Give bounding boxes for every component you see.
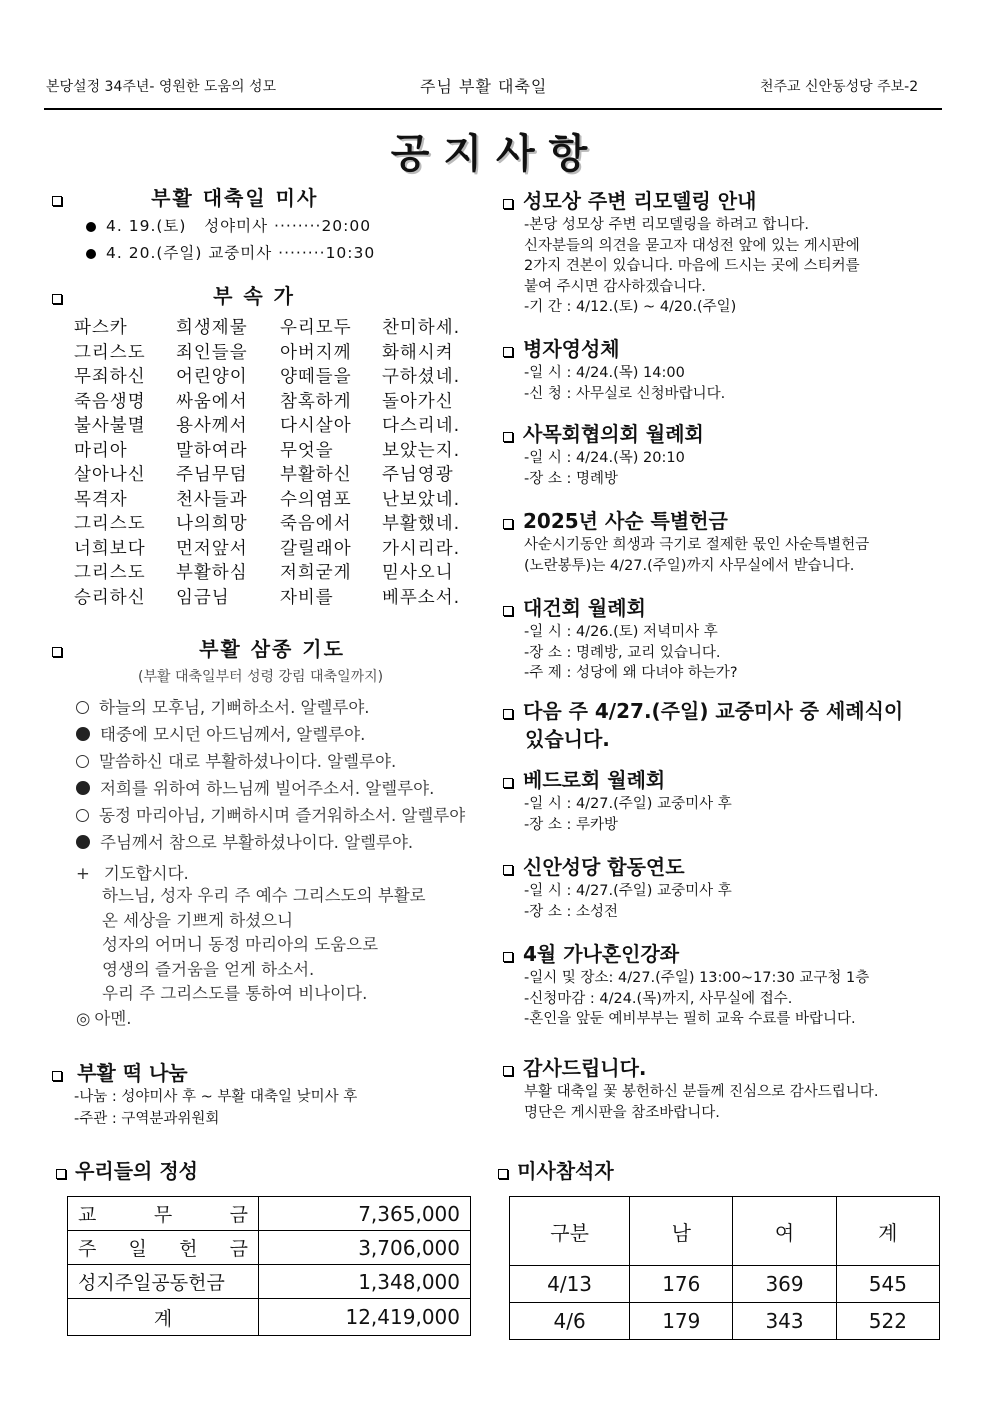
offering-label: 성지주일공동헌금 [68,1265,259,1299]
notice-line: -장 소 : 명례방 [524,470,618,487]
offering-row [68,1197,471,1231]
notice-line: -신 청 : 사무실로 신청바랍니다. [524,385,726,402]
sequence-word: 우리모두 [280,318,352,338]
notice-line: 사순시기동안 희생과 극기로 절제한 몫인 사순특별헌금 [524,537,870,553]
sequence-word: 믿사오니 [382,563,454,583]
notice-heading: 감사드립니다. [503,1052,647,1081]
sequence-word: 양떼들을 [280,367,352,387]
sequence-row [74,559,492,584]
sequence-word: 수의염포 [280,489,352,510]
prayer-body [102,884,426,1007]
offering-table [67,1196,471,1336]
sequence-word: 희생제물 [176,318,248,338]
offering-label: 교 무 금 [68,1197,259,1231]
sequence-word: 무죄하신 [74,367,146,387]
prayer-section [52,633,345,662]
notice-line: -장 소 : 명례방, 교리 있습니다. [524,644,721,661]
checkbox-icon [503,432,513,442]
offering-row [68,1265,471,1299]
notice-line: -일 시 : 4/27.(주일) 교중미사 후 [524,796,732,812]
prayer-line: 영생의 즐거움을 얻게 하소서. [102,959,315,979]
notice-line: -일시 및 장소: 4/27.(주일) 13:00~17:30 교구청 1층 [524,970,870,986]
offering-row [68,1231,471,1265]
sequence-word: 찬미하세. [382,318,461,338]
prayer-verse: 저희를 위하여 하느님께 빌어주소서. 알렐루야. [76,775,486,802]
sequence-word: 돌아가신 [382,391,454,412]
attendance-heading: 미사참석자 [517,1159,614,1183]
sequence-row [74,314,492,339]
checkbox-icon [498,1169,508,1179]
checkbox-icon [503,709,513,719]
attendance-cell: 179 [630,1303,733,1340]
sequence-word: 무엇을 [280,440,334,461]
notice-line: -일 시 : 4/24.(목) 20:10 [524,450,685,466]
mass-item: 4. 19.(토) 성야미사 ········20:00 [86,214,371,236]
notice-heading-cont: 있습니다. [525,727,610,751]
sequence-word: 죽음에서 [280,514,352,534]
mass-heading: 부활 대축일 미사 [151,186,319,210]
sequence-row [74,412,492,437]
notice-line: 붙여 주시면 감사하겠습니다. [524,278,706,295]
offering-amount: 7,365,000 [259,1197,471,1231]
checkbox-icon [503,199,513,209]
attendance-table [509,1196,940,1340]
sequence-word: 나의희망 [176,514,248,534]
notice-heading: 4월 가나혼인강좌 [503,938,679,967]
checkbox-icon [503,606,513,616]
sequence-word: 그리스도 [74,514,146,534]
attendance-row [510,1303,940,1340]
sequence-row [74,437,492,462]
sequence-poem [74,314,492,608]
sequence-row [74,584,492,609]
sequence-heading: 부 속 가 [213,284,295,308]
notice-line: -일 시 : 4/26.(토) 저녁미사 후 [524,624,718,640]
sequence-word: 임금님 [176,587,230,608]
prayer-verse: 말씀하신 대로 부활하셨나이다. 알렐루야. [76,748,486,775]
checkbox-icon [52,647,62,657]
sequence-row [74,461,492,486]
notice-heading: 성모상 주변 리모델링 안내 [503,185,756,214]
sequence-word: 베푸소서. [382,587,461,608]
prayer-verse: 태중에 모시던 아드님께서, 알렐루야. [76,721,486,748]
offering-heading: 우리들의 정성 [75,1159,198,1183]
filled-circle-icon [76,727,90,741]
notice-line: -장 소 : 소성전 [524,903,618,920]
attendance-cell: 522 [836,1303,939,1340]
notice-line: -신청마감 : 4/24.(목)까지, 사무실에 접수. [524,990,793,1007]
sequence-word: 그리스도 [74,342,146,363]
sequence-word: 먼저앞서 [176,538,248,559]
checkbox-icon [52,294,62,304]
checkbox-icon [503,519,513,529]
prayer-verse: 하늘의 모후님, 기뻐하소서. 알렐루야. [76,694,486,721]
rice-cake-heading: 부활 떡 나눔 [77,1061,188,1085]
attendance-header: 여 [733,1197,836,1266]
sequence-word: 말하여라 [176,440,248,461]
sequence-word: 싸움에서 [176,391,248,412]
sequence-row [74,535,492,560]
prayer-verse: 주님께서 참으로 부활하셨나이다. 알렐루야. [76,829,486,856]
mass-section [52,182,318,211]
offering-amount: 12,419,000 [259,1299,471,1336]
notice-heading: 대건회 월례회 [503,592,646,621]
open-circle-icon [76,701,89,714]
attendance-cell: 369 [733,1266,836,1303]
sequence-word: 자비를 [280,587,334,608]
header-right: 천주교 신안동성당 주보-2 [760,79,919,95]
page-title: 공지사항 [390,131,602,177]
sequence-word: 용사께서 [176,416,248,436]
sequence-word: 난보았네. [382,489,461,510]
prayer-line: 하느님, 성자 우리 주 예수 그리스도의 부활로 [102,886,426,905]
sequence-word: 구하셨네. [382,367,461,387]
sequence-word: 다시살아 [280,416,352,436]
checkbox-icon [503,952,513,962]
prayer-subtitle: (부활 대축일부터 성령 강림 대축일까지) [138,669,384,685]
notice-line: -일 시 : 4/27.(주일) 교중미사 후 [524,883,732,899]
attendance-cell: 4/13 [510,1266,630,1303]
rice-cake-section [52,1057,188,1086]
checkbox-icon [52,196,62,206]
notice-heading: 병자영성체 [503,333,620,362]
notice-heading: 사목회협의회 월례회 [503,418,704,447]
attendance-cell: 343 [733,1303,836,1340]
sequence-word: 주님영광 [382,465,454,485]
sequence-word: 참혹하게 [280,391,352,412]
bullet-icon [86,222,96,232]
attendance-row [510,1266,940,1303]
prayer-verse: 동정 마리아님, 기뻐하시며 즐거워하소서. 알렐루야 [76,802,486,829]
attendance-header: 계 [836,1197,939,1266]
prayer-line: 온 세상을 기쁘게 하셨으니 [102,910,294,930]
offering-amount: 1,348,000 [259,1265,471,1299]
sequence-word: 아버지께 [280,342,352,363]
sequence-word: 파스카 [74,318,128,338]
rice-cake-lines: -나눔 : 성야미사 후 ~ 부활 대축일 낮미사 후 -주관 : 구역분과위원회 [74,1089,358,1127]
prayer-line: 성자의 어머니 동정 마리아의 도움으로 [102,935,379,954]
sequence-row [74,486,492,511]
checkbox-icon [503,347,513,357]
prayer-line: 우리 주 그리스도를 통하여 비나이다. [102,984,368,1003]
sequence-word: 주님무덤 [176,465,248,485]
sequence-word: 천사들과 [176,489,248,510]
notice-line: 부활 대축일 꽃 봉헌하신 분들께 진심으로 감사드립니다. [524,1084,879,1100]
notice-line: -혼인을 앞둔 예비부부는 필히 교육 수료를 바랍니다. [524,1011,856,1027]
sequence-word: 화해시켜 [382,342,454,363]
sequence-section [52,280,295,309]
sequence-row [74,363,492,388]
checkbox-icon [503,865,513,875]
attendance-header-row [510,1197,940,1266]
notice-heading: 다음 주 4/27.(주일) 교중미사 중 세례식이 [503,695,903,724]
offering-amount: 3,706,000 [259,1231,471,1265]
sequence-word: 부활하심 [176,563,248,583]
header-left: 본당설정 34주년- 영원한 도움의 성모 [46,79,277,95]
bullet-icon [86,249,96,259]
attendance-section [498,1155,614,1184]
notice-line: -기 간 : 4/12.(토) ~ 4/20.(주일) [524,299,737,315]
attendance-header: 구분 [510,1197,630,1266]
checkbox-icon [503,778,513,788]
sequence-word: 가시리라. [382,538,461,559]
notice-line: -주 제 : 성당에 왜 다녀야 하는가? [524,665,738,681]
sequence-word: 목격자 [74,489,128,510]
sequence-row [74,510,492,535]
offering-label: 계 [68,1299,259,1336]
sequence-word: 저희굳게 [280,563,352,583]
notice-heading: 2025년 사순 특별헌금 [503,505,728,534]
attendance-header: 남 [630,1197,733,1266]
checkbox-icon [56,1169,66,1179]
sequence-word: 불사불멸 [74,416,146,436]
notice-line: -일 시 : 4/24.(목) 14:00 [524,365,685,381]
notice-line: -장 소 : 루카방 [524,816,618,833]
attendance-cell: 176 [630,1266,733,1303]
filled-circle-icon [76,835,90,849]
notice-heading: 베드로회 월례회 [503,764,665,793]
offering-label: 주 일 헌 금 [68,1231,259,1265]
attendance-cell: 545 [836,1266,939,1303]
sequence-word: 그리스도 [74,563,146,583]
attendance-cell: 4/6 [510,1303,630,1340]
open-circle-icon [76,809,89,822]
prayer-call: + 기도합시다. [76,864,189,883]
mass-item: 4. 20.(주일) 교중미사 ········10:30 [86,241,375,263]
sequence-word: 다스리네. [382,416,461,436]
sequence-word: 너희보다 [74,538,146,559]
notice-line: (노란봉투)는 4/27.(주일)까지 사무실에서 받습니다. [524,557,855,574]
sequence-word: 살아나신 [74,465,146,485]
sequence-word: 갈릴래아 [280,538,352,559]
notice-line: -본당 성모상 주변 리모델링을 하려고 합니다. [524,217,810,233]
header-rule [44,108,942,110]
notice-line: 명단은 게시판을 참조바랍니다. [524,1104,720,1121]
filled-circle-icon [76,781,90,795]
open-circle-icon [76,755,89,768]
sequence-word: 부활했네. [382,514,461,534]
checkbox-icon [52,1071,62,1081]
sequence-row [74,339,492,364]
offering-section [56,1155,198,1184]
header-center: 주님 부활 대축일 [420,77,548,96]
checkbox-icon [503,1066,513,1076]
prayer-heading: 부활 삼종 기도 [199,637,345,661]
prayer-verses [76,694,486,856]
offering-row [68,1299,471,1336]
sequence-word: 보았는지. [382,440,461,461]
notice-heading: 신안성당 합동연도 [503,851,685,880]
sequence-word: 승리하신 [74,587,146,608]
sequence-word: 부활하신 [280,465,352,485]
sequence-row [74,388,492,413]
sequence-word: 죄인들을 [176,342,248,363]
sequence-word: 마리아 [74,440,128,461]
sequence-word: 죽음생명 [74,391,146,412]
notice-line: 신자분들의 의견을 묻고자 대성전 앞에 있는 게시판에 [524,237,860,254]
notice-line: 2가지 견본이 있습니다. 마음에 드시는 곳에 스티커를 [524,258,860,274]
prayer-amen: ◎ 아멘. [76,1009,132,1028]
sequence-word: 어린양이 [176,367,248,387]
